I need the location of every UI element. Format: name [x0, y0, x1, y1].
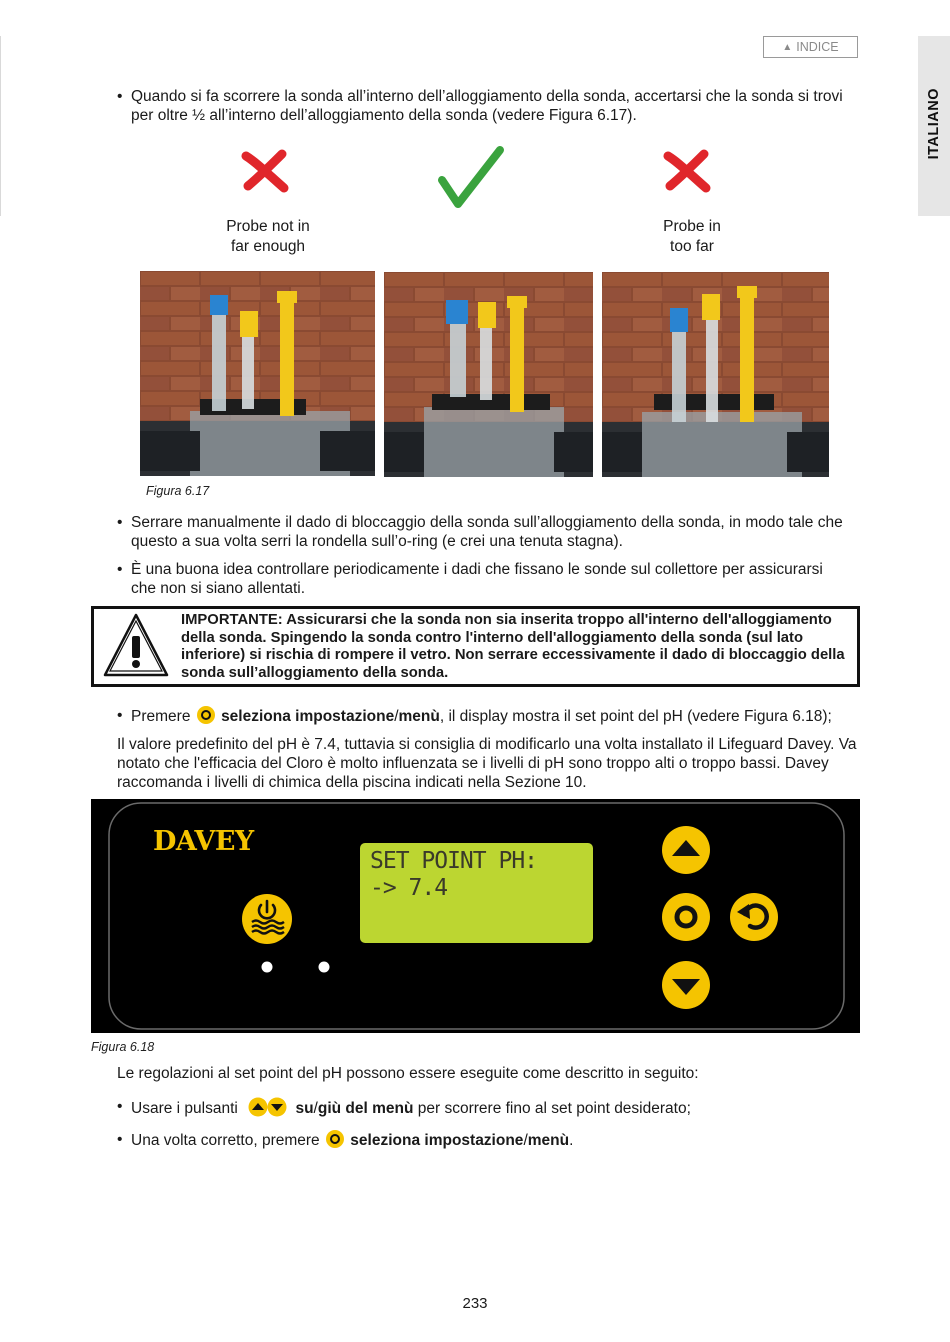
adjustment-intro: Le regolazioni al set point del pH possono essere eseguite come descritto in seguito:: [117, 1065, 699, 1082]
bullet-text: È una buona idea controllare periodicamente i dadi che fissano le sonde sul collettore per assicurarsi che non si siano allentati.: [131, 561, 823, 597]
select-button-icon: [197, 706, 215, 724]
language-tab[interactable]: [918, 36, 950, 216]
lcd-display: [360, 843, 593, 943]
down-arrow-icon[interactable]: [661, 960, 711, 1010]
bullet-text: Serrare manualmente il dado di bloccaggio della sonda sull’alloggiamento della sonda, in modo tale che questo a sua volta serri la rondella sull’o-ring (e crei una tenuta stagna).: [131, 514, 843, 550]
lcd-line-1: SET POINT PH:: [370, 848, 538, 874]
probe-photo-not-far-enough: [140, 271, 375, 476]
index-button[interactable]: [763, 36, 858, 58]
select-circle-icon[interactable]: [661, 892, 711, 942]
bullet-press-select: • Premere seleziona impostazione/menù, il display mostra il set point del pH (vedere Figura 6.18);: [117, 707, 832, 725]
bullet-probe-insertion: • Quando si fa scorrere la sonda all’interno dell’alloggiamento della sonda, accertarsi che la sonda si trovi per oltre ½ all’interno dell’alloggiamento della sonda (vedere Figura 6.17).: [117, 87, 847, 125]
bullet-use-buttons: • Usare i pulsanti su/giù del menù per scorrere fino al set point desiderato;: [117, 1098, 691, 1117]
brand-logo: DAVEY: [153, 826, 254, 857]
cross-icon: [238, 148, 294, 194]
probe-label-right: Probe in too far: [663, 218, 721, 255]
indicator-led: [262, 962, 273, 973]
index-label: INDICE: [796, 39, 839, 54]
probe-label-left: Probe not in far enough: [226, 218, 310, 255]
power-wave-icon[interactable]: [240, 892, 294, 946]
probe-photo-correct: [384, 272, 593, 477]
ph-default-paragraph: Il valore predefinito del pH è 7.4, tuttavia si consiglia di modificarlo una volta installato il Lifeguard Davey. Va notato che l'efficacia del Cloro è molto influenzata se i livelli di pH sono troppo alti o troppo bassi. Davey raccomanda i livelli di chimica della piscina indicati nella Sezione 10.: [117, 736, 857, 791]
select-button-icon: [326, 1130, 344, 1148]
page-edge-rule: [0, 36, 1, 216]
up-arrow-icon[interactable]: [661, 825, 711, 875]
warning-icon: [101, 611, 171, 681]
probe-photo-too-far: [602, 272, 829, 477]
bullet-confirm-select: • Una volta corretto, premere seleziona impostazione/menù.: [117, 1131, 574, 1149]
important-text: IMPORTANTE: Assicurarsi che la sonda non sia inserita troppo all'interno dell'alloggiamento della sonda. Spingendo la sonda contro l'interno dell'alloggiamento della sonda (sul lato inferiore) si rischia di rompere il vetro. Non serrare eccessivamente il dado di bloccaggio della sonda sull’alloggiamento della sonda.: [181, 612, 845, 681]
up-down-buttons-icon: [248, 1097, 288, 1117]
back-arrow-icon[interactable]: [729, 892, 779, 942]
lcd-line-2: -> 7.4: [370, 875, 448, 901]
bullet-check-nuts: • È una buona idea controllare periodicamente i dadi che fissano le sonde sul collettore per assicurarsi che non si siano allentati.: [117, 560, 852, 598]
page-number: 233: [462, 1295, 488, 1312]
bullet-tighten-nut: • Serrare manualmente il dado di bloccaggio della sonda sull’alloggiamento della sonda, in modo tale che questo a sua volta serri la rondella sull’o-ring (e crei una tenuta stagna).: [117, 513, 852, 551]
cross-icon: [660, 148, 716, 194]
indicator-led: [319, 962, 330, 973]
triangle-up-icon: ▲: [782, 41, 793, 53]
figure-caption: Figura 6.18: [91, 1040, 155, 1054]
figure-caption: Figura 6.17: [146, 484, 210, 498]
language-tab-label: ITALIANO: [925, 88, 942, 160]
bullet-text: Quando si fa scorrere la sonda all’interno dell’alloggiamento della sonda, accertarsi che la sonda si trovi per oltre ½ all’interno dell’alloggiamento della sonda (vedere Figura 6.17).: [131, 88, 843, 124]
check-icon: [436, 144, 506, 212]
